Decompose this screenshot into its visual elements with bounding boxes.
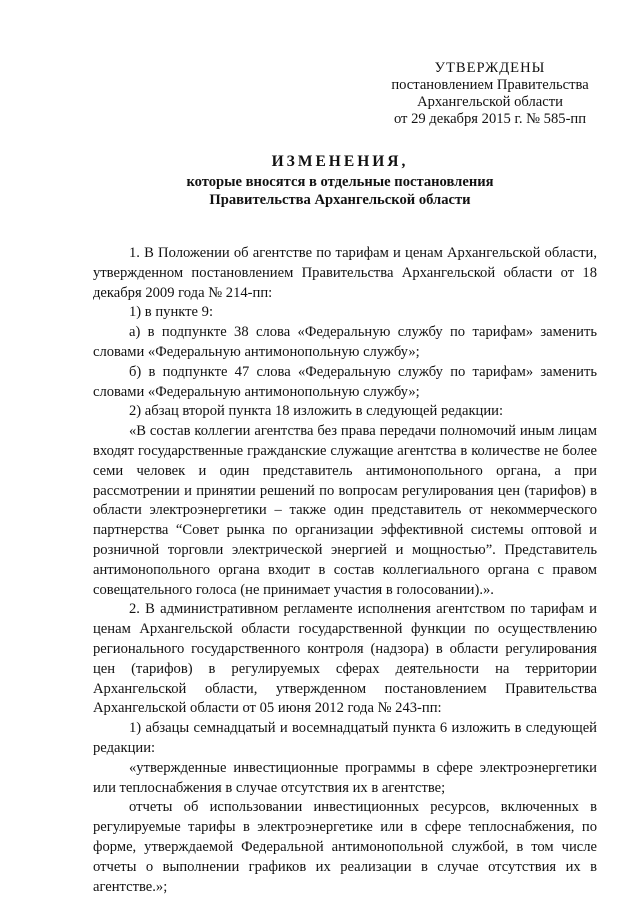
title-subtitle: которые вносятся в отдельные постановления [186,174,494,190]
paragraph: 1) абзацы семнадцатый и восемнадцатый пункта 6 изложить в следующей редакции: [93,720,597,756]
document-title [70,153,610,209]
paragraph: 1) в пункте 9: [129,304,214,321]
paragraph: а) в подпункте 38 слова «Федеральную службу по тарифам» заменить словами «Федеральную антимонопольную службу»; [93,324,597,360]
paragraph: 2. В административном регламенте исполнения агентством по тарифам и ценам Архангельской области государственной функции по осуществлению регионального государственного контроля (надзора) в области регулирования цен (тарифов) в регулируемых сферах деятельности на территории Архангельской области, утвержденном постановлением Правительства Архангельской области от 05 июня 2012 года № 243-пп: [93,601,597,717]
paragraph: 1. В Положении об агентстве по тарифам и ценам Архангельской области, утвержденном постановлением Правительства Архангельской области от 18 декабря 2009 года № 214-пп: [93,245,597,301]
paragraph: 2) абзац второй пункта 18 изложить в следующей редакции: [129,403,504,420]
paragraph: «В состав коллегии агентства без права передачи полномочий иным лицам входят государственные гражданские служащие агентства в количестве не более семи человек и один представитель антимонопольного органа, а при рассмотрении и принятии решений по вопросам регулирования цен (тарифов) в области электроэнергетики – также один представитель от некоммерческого партнерства “Совет рынка по организации эффективной системы оптовой и розничной торговли электрической энергией и мощностью”. Представитель антимонопольного органа входит в состав коллегиального органа с правом совещательного голоса (не принимает участия в голосовании).». [93,423,597,598]
approval-date: от 29 декабря 2015 г. № 585-пп [393,111,587,127]
paragraph: «утвержденные инвестиционные программы в сфере электроэнергетики или теплоснабжения в случае отсутствия их в агентстве; [93,759,597,796]
paragraph: б) в подпункте 47 слова «Федеральную службу по тарифам» заменить словами «Федеральную антимонопольную службу»; [93,363,597,400]
approval-heading: УТВЕРЖДЕНЫ [434,60,546,76]
title-subtitle: Правительства Архангельской области [209,192,471,208]
approval-line: постановлением Правительства [391,77,589,93]
paragraph: отчеты об использовании инвестиционных ресурсов, включенных в регулируемые тарифы в электроэнергетике или в сфере теплоснабжения, по форме, утверждаемой Федеральной антимонопольной службой, в том числе отчеты о выполнении графиков их реализации в случае отсутствия их в агентстве.»; [93,799,597,895]
approval-line: Архангельской области [417,94,563,110]
title-main: ИЗМЕНЕНИЯ, [271,153,409,170]
document-body [93,244,597,897]
approval-stamp [360,60,620,128]
